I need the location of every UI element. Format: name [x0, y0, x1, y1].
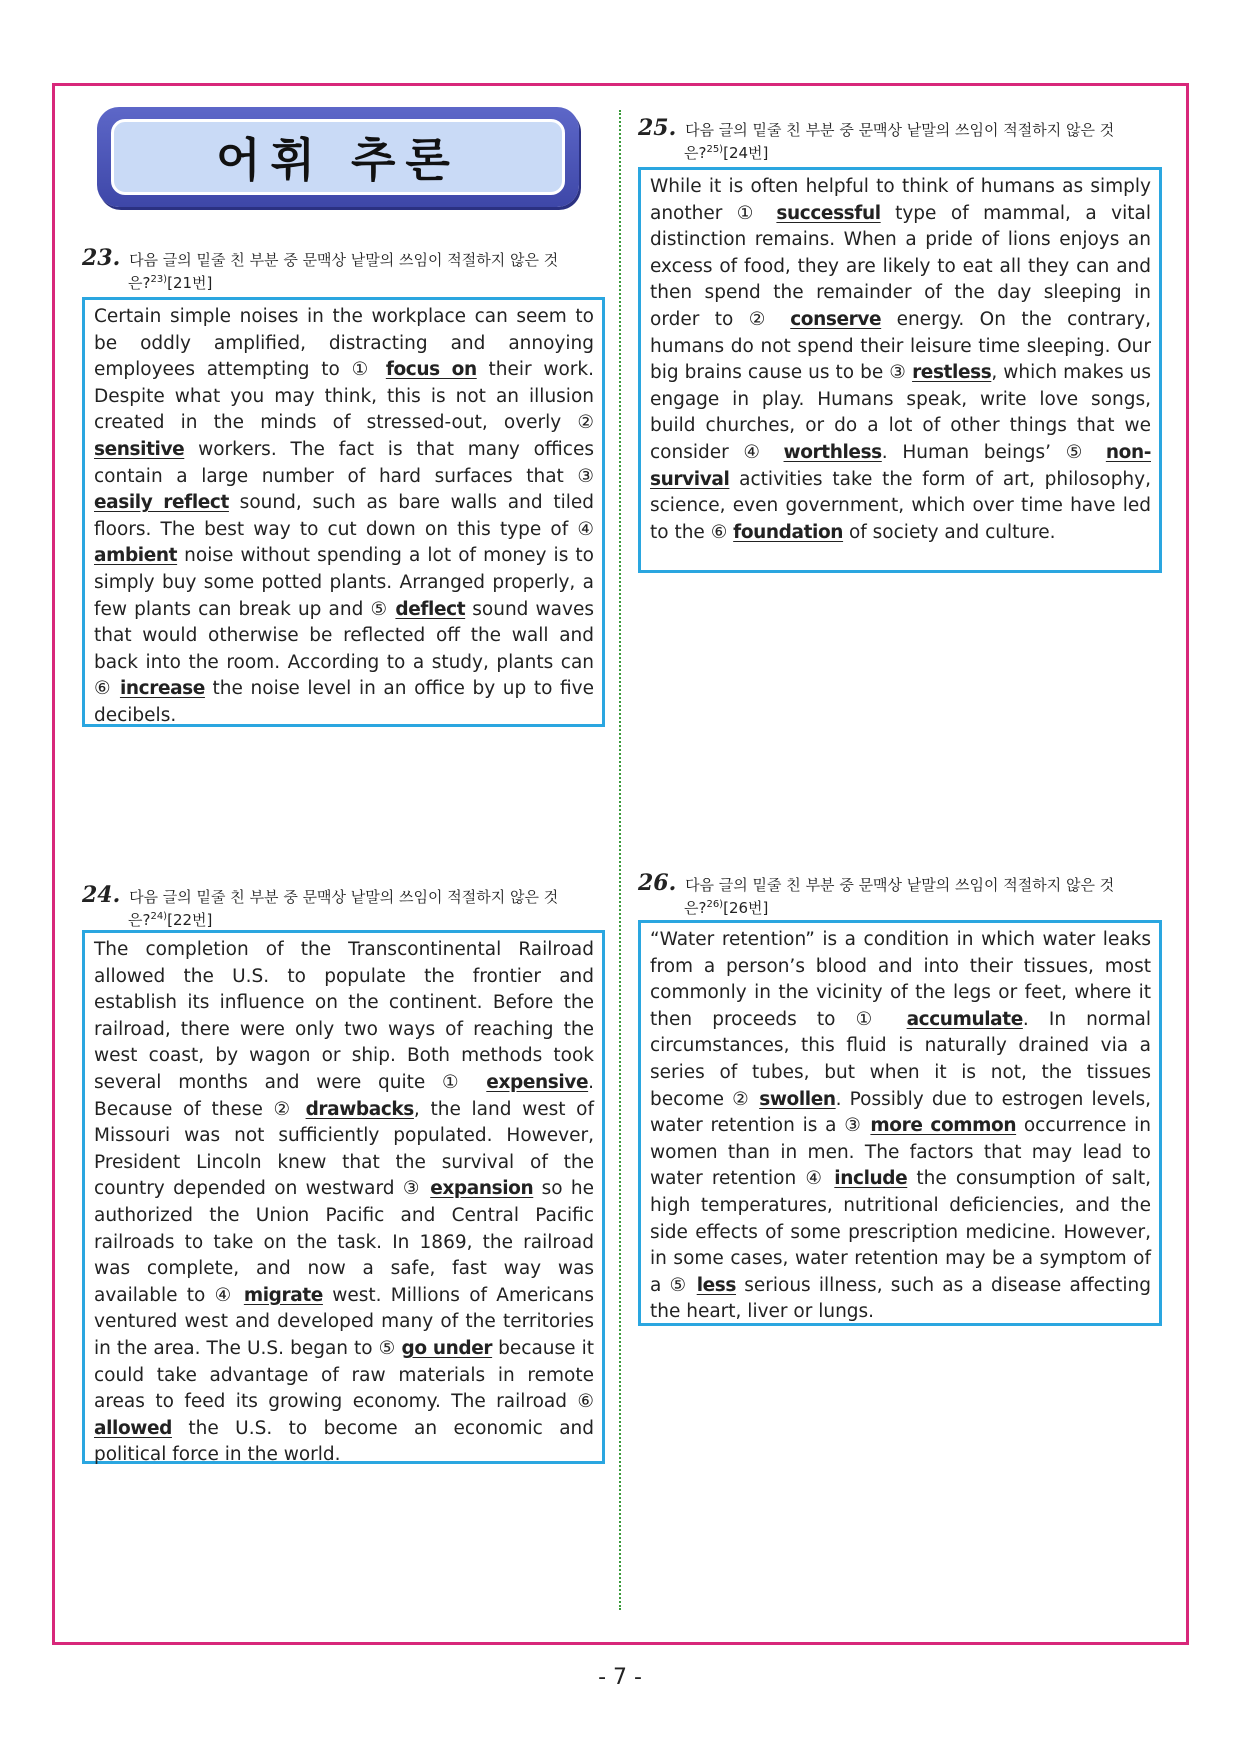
- column-divider: [619, 110, 621, 1610]
- passage-text: the noise level in an office by up to five decibels.: [94, 678, 595, 726]
- underlined-choice: allowed: [94, 1417, 172, 1439]
- question-25-header: [638, 115, 1160, 163]
- section-title-panel: [111, 119, 565, 195]
- passage-text: their work. Despite what you may think, this is not an illusion created in the minds of stressed-out, overly ②: [94, 359, 594, 434]
- question-25-prompt: 다음 글의 밑줄 친 부분 중 문맥상 낱말의 쓰임이 적절하지 않은 것: [685, 121, 1115, 139]
- underlined-choice: focus on: [385, 359, 477, 381]
- question-23-header: [82, 245, 604, 293]
- passage-text: sound, such as bare walls and tiled floors. The best way to cut down on this type of ④: [94, 492, 594, 540]
- question-23-passage: [82, 297, 605, 727]
- passage-text: . In normal circumstances, this fluid is naturally drained via a series of tubes, but when it is not, the tissues become ②: [650, 1008, 1152, 1110]
- passage-text: the U.S. to become an economic and political force in the world.: [94, 1417, 594, 1466]
- underlined-choice: deflect: [395, 598, 466, 620]
- passage-text: workers. The fact is that many offices contain a large number of hard surfaces that ③: [94, 438, 594, 487]
- underlined-choice: successful: [776, 202, 881, 224]
- underlined-choice: less: [696, 1274, 737, 1296]
- question-24-footnote-ref: 24): [150, 911, 168, 922]
- section-title: 어휘 추론: [216, 133, 460, 187]
- question-25-prompt-end: 은?: [684, 144, 707, 162]
- page-number: - 7 -: [598, 1665, 642, 1690]
- question-25-source: [24번]: [723, 144, 769, 162]
- question-26-prompt-end: 은?: [684, 899, 707, 917]
- question-26-prompt-cont: [638, 895, 1160, 918]
- underlined-choice: restless: [912, 362, 992, 384]
- underlined-choice: swollen: [759, 1088, 836, 1110]
- question-23-footnote-ref: 23): [150, 274, 168, 285]
- question-25-footnote-ref: 25): [706, 144, 724, 155]
- underlined-choice: sensitive: [94, 438, 185, 460]
- passage-text: While it is often helpful to think of humans as simply another ①: [650, 176, 1151, 224]
- passage-text: because it could take advantage of raw materials in remote areas to feed its growing economy. The railroad ⑥: [94, 1337, 594, 1413]
- underlined-choice: ambient: [94, 545, 178, 567]
- question-24-prompt-end: 은?: [128, 911, 151, 929]
- underlined-choice: drawbacks: [305, 1098, 414, 1120]
- underlined-choice: accumulate: [906, 1008, 1023, 1030]
- passage-text: . Human beings’ ⑤: [881, 441, 1106, 463]
- passage-text: Certain simple noises in the workplace can seem to be oddly amplified, distracting and annoying employees attempting to ①: [94, 306, 594, 381]
- question-24-number: 24.: [82, 882, 121, 908]
- passage-text: . Because of these ②: [94, 1071, 594, 1120]
- underlined-choice: worthless: [783, 441, 882, 463]
- passage-text: of society and culture.: [843, 521, 1056, 543]
- passage-text: serious illness, such as a disease affecting the heart, liver or lungs.: [650, 1274, 1151, 1323]
- underlined-choice: increase: [119, 678, 205, 700]
- question-25-number: 25.: [638, 115, 677, 141]
- question-25-prompt-cont: [638, 140, 1160, 163]
- question-24-passage: [82, 930, 605, 1464]
- question-24-source: [22번]: [167, 911, 213, 929]
- passage-text: The completion of the Transcontinental Railroad allowed the U.S. to populate the frontier and establish its influence on the continent. Before the railroad, there were only two ways of reaching the west coast, by wagon or ship. Both methods took several months and were quite ①: [94, 939, 594, 1093]
- question-23-source: [21번]: [167, 274, 213, 292]
- passage-text: west. Millions of Americans ventured west and developed many of the territories in the area. The U.S. began to ⑤: [94, 1284, 594, 1359]
- question-26-number: 26.: [638, 870, 677, 896]
- passage-text: energy. On the contrary, humans do not spend their leisure time sleeping. Our big brains cause us to be ③: [650, 308, 1151, 384]
- question-23-prompt: 다음 글의 밑줄 친 부분 중 문맥상 낱말의 쓰임이 적절하지 않은 것: [129, 251, 559, 269]
- question-25-passage: [638, 167, 1162, 573]
- passage-text: the consumption of salt, high temperatures, nutritional deficiencies, and the side effects of some prescription medicine. However, in some cases, water retention may be a symptom of a ⑤: [650, 1168, 1151, 1296]
- passage-text: so he authorized the Union Pacific and Central Pacific railroads to take on the task. In 1869, the railroad was complete, and now a safe, fast way was available to ④: [94, 1178, 594, 1306]
- question-26-source: [26번]: [723, 899, 769, 917]
- question-24-prompt-cont: [82, 907, 604, 930]
- passage-text: “Water retention” is a condition in which water leaks from a person’s blood and into their tissues, most commonly in the vicinity of the legs or feet, where it then proceeds to ①: [650, 929, 1151, 1030]
- passage-text: activities take the form of art, philosophy, science, even government, which over time have led to the ⑥: [650, 468, 1151, 543]
- underlined-choice: non-survival: [650, 441, 1151, 490]
- passage-text: sound waves that would otherwise be reflected off the wall and back into the room. According to a study, plants can ⑥: [94, 598, 594, 700]
- passage-text: occurrence in women than in men. The factors that may lead to water retention ④: [650, 1115, 1152, 1190]
- question-26-footnote-ref: 26): [706, 899, 724, 910]
- underlined-choice: include: [834, 1168, 908, 1190]
- question-23-prompt-cont: [82, 270, 604, 293]
- question-23-number: 23.: [82, 245, 121, 271]
- passage-text: noise without spending a lot of money is to simply buy some potted plants. Arranged properly, a few plants can break up and ⑤: [94, 545, 594, 620]
- passage-text: . Possibly due to estrogen levels, water retention is a ③: [650, 1088, 1151, 1137]
- question-24-prompt: 다음 글의 밑줄 친 부분 중 문맥상 낱말의 쓰임이 적절하지 않은 것: [129, 888, 559, 906]
- underlined-choice: easily reflect: [94, 492, 229, 514]
- question-26-header: [638, 870, 1160, 918]
- underlined-choice: conserve: [790, 308, 882, 330]
- passage-text: , which makes us engage in play. Humans speak, write love songs, build churches, or do a lot of other things that we consider ④: [650, 362, 1151, 463]
- underlined-choice: expensive: [486, 1071, 589, 1093]
- underlined-choice: migrate: [243, 1284, 323, 1306]
- question-26-prompt: 다음 글의 밑줄 친 부분 중 문맥상 낱말의 쓰임이 적절하지 않은 것: [685, 876, 1115, 894]
- passage-text: , the land west of Missouri was not sufficiently populated. However, President Lincoln knew that the survival of the country depended on westward ③: [94, 1098, 594, 1200]
- underlined-choice: foundation: [733, 521, 844, 543]
- underlined-choice: more common: [870, 1115, 1017, 1137]
- passage-text: type of mammal, a vital distinction remains. When a pride of lions enjoys an excess of food, they are likely to eat all they can and then spend the remainder of the day sleeping in order to ②: [650, 202, 1151, 330]
- question-24-header: [82, 882, 604, 930]
- question-23-prompt-end: 은?: [128, 274, 151, 292]
- section-title-badge: [97, 107, 579, 207]
- underlined-choice: expansion: [430, 1178, 534, 1200]
- question-26-passage: [638, 920, 1162, 1326]
- underlined-choice: go under: [401, 1337, 493, 1359]
